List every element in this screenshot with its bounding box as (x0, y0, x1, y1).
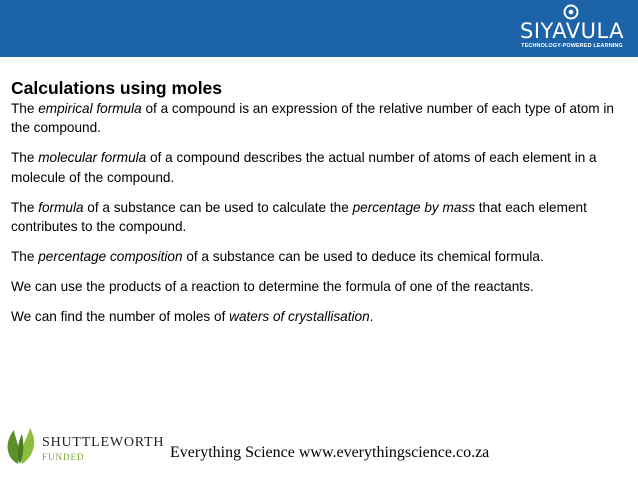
paragraph (11, 247, 621, 266)
italic-term: percentage composition (38, 248, 183, 264)
text-run: . (369, 308, 374, 324)
shuttleworth-logo (4, 424, 165, 466)
text-run: of a compound is an expression of the relative number of each type of atom in the compound. (11, 101, 614, 136)
slide-content (11, 78, 621, 337)
sponsor-subtitle: FUNDED (42, 452, 85, 462)
italic-term: percentage by mass (352, 199, 475, 215)
text-run: The (11, 248, 39, 264)
text-run: The (11, 150, 39, 166)
paragraph (11, 198, 621, 237)
text-run: The (11, 199, 39, 215)
paragraph (11, 99, 621, 138)
footer-text[interactable]: Everything Science www.everythingscience.co.za (170, 444, 490, 461)
logo-name: SIYAVULA (519, 19, 625, 43)
text-run: We can use the products of a reaction to determine the formula of one of the reactants. (11, 278, 534, 294)
slide-title: Calculations using moles (11, 78, 223, 98)
text-run: of a compound describes the actual number of atoms of each element in a molecule of the compound. (11, 150, 597, 185)
header-bar (0, 0, 638, 57)
paragraph (11, 307, 621, 326)
siyavula-logo[interactable] (516, 4, 628, 54)
italic-term: formula (38, 199, 84, 215)
text-run: of a substance can be used to calculate the (83, 199, 353, 215)
sponsor-name: SHUTTLEWORTH (42, 435, 165, 450)
italic-term: molecular formula (38, 150, 147, 166)
italic-term: empirical formula (38, 101, 142, 116)
logo-tagline: TECHNOLOGY-POWERED LEARNING (521, 43, 623, 49)
paragraph (11, 277, 621, 296)
text-run: that each element contributes to the compound. (11, 199, 587, 235)
paragraph-list (11, 99, 621, 326)
leaf-icon (4, 424, 40, 466)
text-run: The (11, 101, 39, 116)
siyavula-ring-icon (563, 4, 579, 20)
text-run: of a substance can be used to deduce its chemical formula. (182, 248, 544, 264)
text-run: We can find the number of moles of (11, 308, 230, 324)
italic-term: waters of crystallisation (229, 308, 370, 324)
paragraph (11, 148, 621, 187)
